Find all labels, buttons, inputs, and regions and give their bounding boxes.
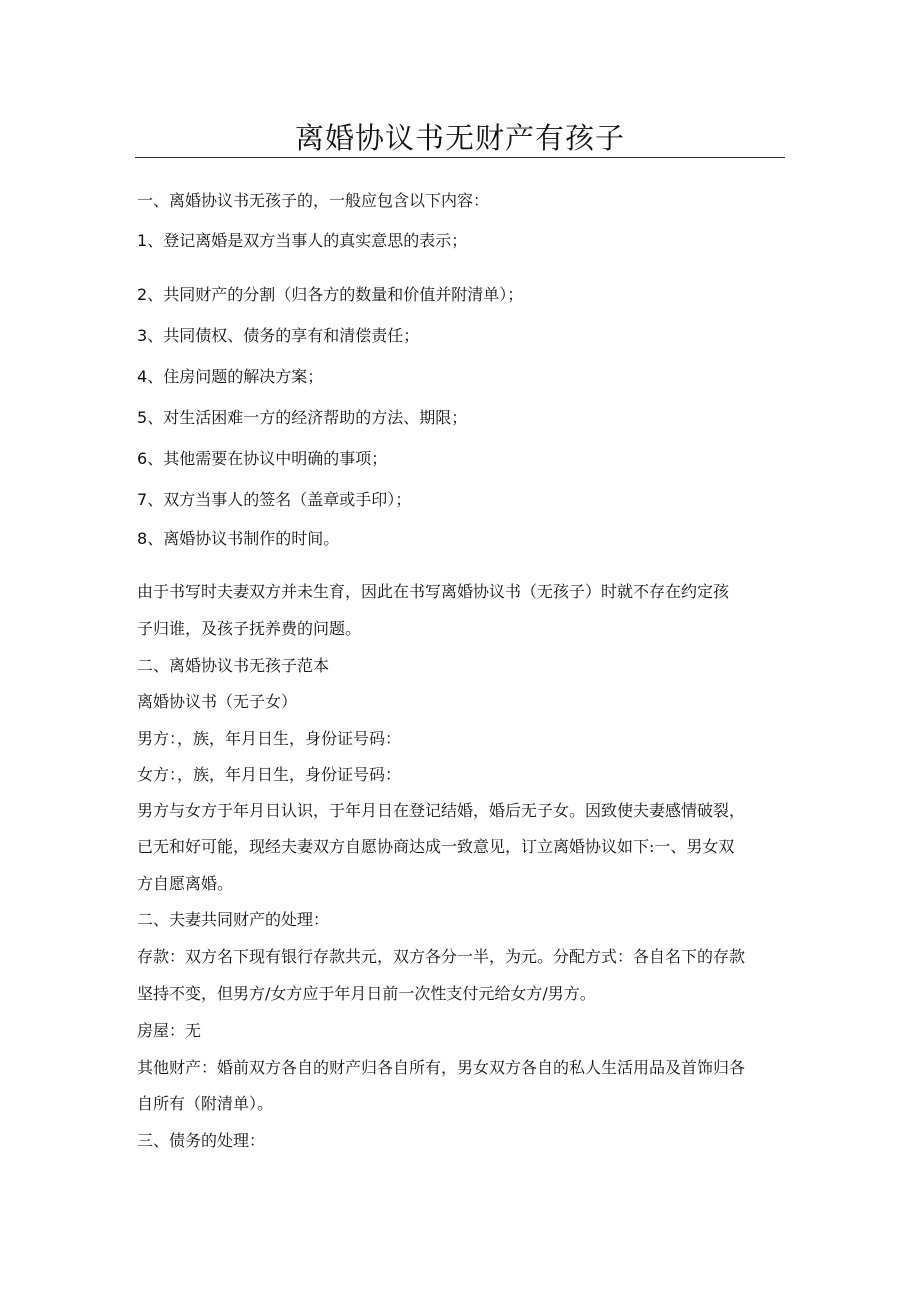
list-item-number: 1 bbox=[137, 231, 148, 250]
document-title: 离婚协议书无财产有孩子 bbox=[294, 121, 625, 155]
section-heading: 三、债务的处理： bbox=[137, 1131, 266, 1150]
list-item bbox=[137, 407, 467, 429]
list-item-number: 2 bbox=[137, 285, 148, 304]
list-item bbox=[137, 230, 467, 252]
list-item-text: 、共同债权、债务的享有和清偿责任； bbox=[147, 326, 420, 345]
paragraph-line: 自所有（附清单）。 bbox=[137, 1094, 274, 1113]
paragraph-line: 男方：，族，年月日生，身份证号码： bbox=[137, 729, 402, 748]
list-item-text: 、对生活困难一方的经济帮助的方法、期限； bbox=[147, 408, 468, 427]
list-item-number: 3 bbox=[137, 326, 148, 345]
paragraph-line: 离婚协议书（无子女） bbox=[137, 692, 298, 711]
paragraph-line: 坚持不变，但男方/女方应于年月日前一次性支付元给女方/男方。 bbox=[137, 984, 596, 1003]
list-item bbox=[137, 366, 323, 388]
list-item-number: 6 bbox=[137, 449, 148, 468]
list-item bbox=[137, 528, 339, 550]
list-item-text: 、其他需要在协议中明确的事项； bbox=[147, 449, 388, 468]
paragraph-line: 存款：双方名下现有银行存款共元，双方各分一半，为元。分配方式：各自名下的存款 bbox=[137, 947, 746, 966]
list-item-text: 、离婚协议书制作的时间。 bbox=[147, 529, 340, 548]
list-item bbox=[137, 489, 411, 511]
section-heading: 二、离婚协议书无孩子范本 bbox=[137, 656, 330, 675]
title-underline bbox=[135, 157, 785, 158]
list-item bbox=[137, 448, 387, 470]
paragraph-line: 子归谁，及孩子抚养费的问题。 bbox=[137, 619, 362, 638]
list-item bbox=[137, 325, 419, 347]
paragraph-line: 方自愿离婚。 bbox=[137, 874, 234, 893]
paragraph-line: 女方：，族，年月日生，身份证号码： bbox=[137, 765, 402, 784]
list-item-number: 5 bbox=[137, 408, 148, 427]
list-item-text: 、住房问题的解决方案； bbox=[147, 367, 324, 386]
paragraph-line: 男方与女方于年月日认识，于年月日在登记结婚，婚后无子女。因致使夫妻感情破裂， bbox=[137, 801, 746, 820]
list-item-number: 8 bbox=[137, 529, 148, 548]
intro-line: 一、离婚协议书无孩子的，一般应包含以下内容： bbox=[137, 191, 490, 210]
paragraph-line: 房屋：无 bbox=[137, 1021, 202, 1040]
paragraph-line: 已无和好可能，现经夫妻双方自愿协商达成一致意见，订立离婚协议如下:一、男女双 bbox=[137, 837, 735, 856]
list-item-text: 、双方当事人的签名（盖章或手印）； bbox=[147, 490, 412, 509]
list-item-number: 7 bbox=[137, 490, 148, 509]
list-item-text: 、共同财产的分割（归各方的数量和价值并附清单）； bbox=[147, 285, 524, 304]
paragraph-line: 由于书写时夫妻双方并未生育，因此在书写离婚协议书（无孩子）时就不存在约定孩 bbox=[137, 582, 730, 601]
list-item-text: 、登记离婚是双方当事人的真实意思的表示； bbox=[147, 231, 468, 250]
list-item-number: 4 bbox=[137, 367, 148, 386]
section-heading: 二、夫妻共同财产的处理： bbox=[137, 910, 330, 929]
list-item bbox=[137, 284, 523, 306]
paragraph-line: 其他财产：婚前双方各自的财产归各自所有，男女双方各自的私人生活用品及首饰归各 bbox=[137, 1058, 746, 1077]
